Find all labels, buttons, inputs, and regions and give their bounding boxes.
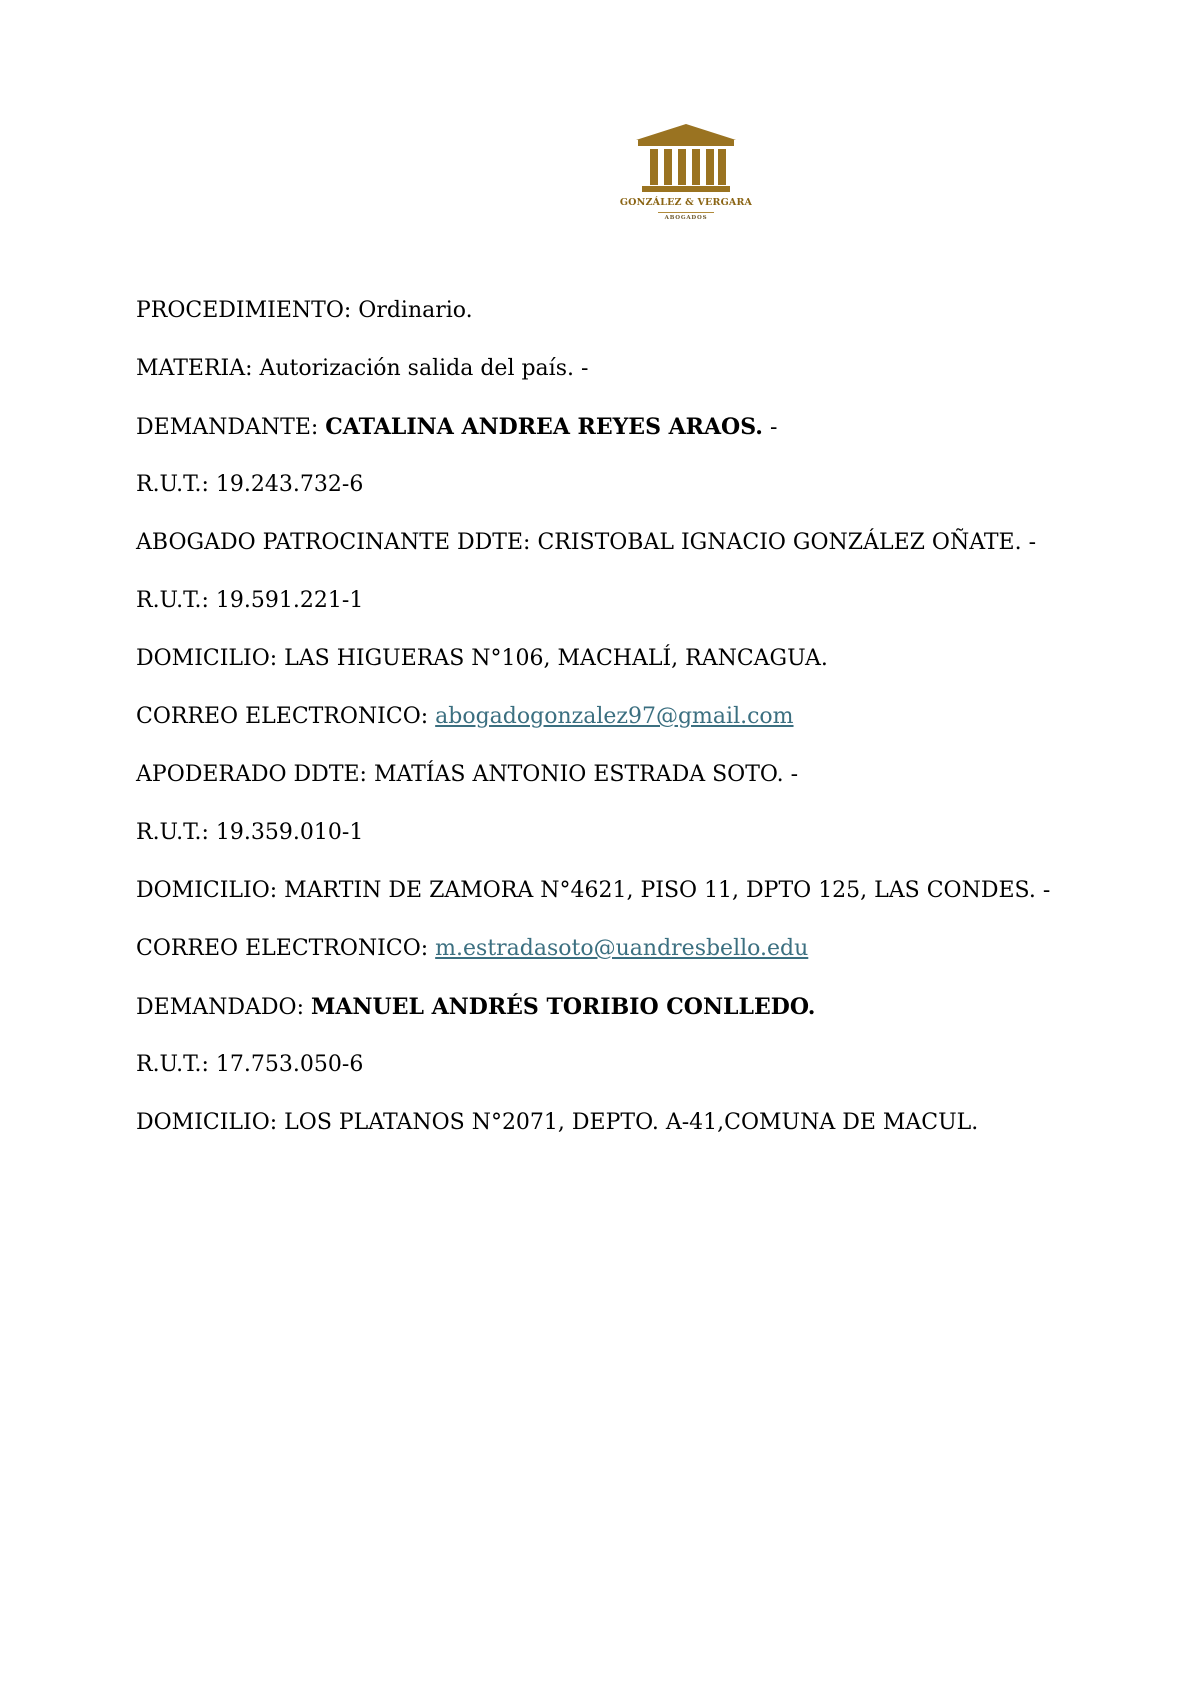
apoderado-rut-label: R.U.T.: [136,820,209,845]
apoderado-line [136,760,1136,818]
demandante-rut-line [136,470,1136,528]
apoderado-rut-line [136,818,1136,876]
firm-logo [606,118,766,230]
demandante-rut-value: 19.243.732-6 [215,472,364,497]
abogado-email-link[interactable]: abogadogonzalez97@gmail.com [435,704,794,729]
logo-firm-name: GONZÁLEZ & VERGARA [619,197,753,208]
apoderado-rut-value: 19.359.010-1 [215,820,364,845]
demandado-rut-value: 17.753.050-6 [215,1052,364,1077]
procedimiento-line [136,296,1136,354]
apoderado-correo-label: CORREO ELECTRONICO: [136,936,429,961]
abogado-correo-line [136,702,1136,760]
abogado-rut-value: 19.591.221-1 [215,588,364,613]
abogado-domicilio-line [136,644,1136,702]
abogado-rut-label: R.U.T.: [136,588,209,613]
materia-value: Autorización salida del país. - [259,356,589,381]
logo-divider [658,212,714,213]
abogado-rut-line [136,586,1136,644]
apoderado-domicilio-value: MARTIN DE ZAMORA N°4621, PISO 11, DPTO 125, LAS CONDES. - [284,878,1051,903]
apoderado-label: APODERADO DDTE: [136,762,367,787]
demandado-name: MANUEL ANDRÉS TORIBIO CONLLEDO. [310,994,816,1020]
abogado-label: ABOGADO PATROCINANTE DDTE: [136,530,531,555]
demandante-line [136,412,1136,470]
abogado-domicilio-label: DOMICILIO: [136,646,278,671]
materia-line [136,354,1136,412]
demandado-line [136,992,1136,1050]
apoderado-correo-line [136,934,1136,992]
abogado-line [136,528,1136,586]
case-details [136,296,1136,1166]
logo-subtitle: ABOGADOS [664,215,708,221]
apoderado-name: MATÍAS ANTONIO ESTRADA SOTO. - [373,762,799,787]
abogado-domicilio-value: LAS HIGUERAS N°106, MACHALÍ, RANCAGUA. [284,646,828,671]
courthouse-icon [606,118,766,198]
demandado-label: DEMANDADO: [136,995,304,1020]
demandado-domicilio-label: DOMICILIO: [136,1110,278,1135]
procedimiento-value: Ordinario. [358,298,473,323]
materia-label: MATERIA: [136,356,253,381]
demandante-name: CATALINA ANDREA REYES ARAOS. [325,414,763,440]
demandante-rut-label: R.U.T.: [136,472,209,497]
apoderado-domicilio-label: DOMICILIO: [136,878,278,903]
demandado-rut-line [136,1050,1136,1108]
demandante-label: DEMANDANTE: [136,415,319,440]
procedimiento-label: PROCEDIMIENTO: [136,298,352,323]
abogado-correo-label: CORREO ELECTRONICO: [136,704,429,729]
abogado-name: CRISTOBAL IGNACIO GONZÁLEZ OÑATE. - [537,530,1037,555]
demandado-domicilio-line [136,1108,1136,1166]
demandado-domicilio-value: LOS PLATANOS N°2071, DEPTO. A-41,COMUNA DE MACUL. [284,1110,979,1135]
apoderado-domicilio-line [136,876,1136,934]
demandante-suffix: - [769,415,778,440]
apoderado-email-link[interactable]: m.estradasoto@uandresbello.edu [435,936,809,961]
demandado-rut-label: R.U.T.: [136,1052,209,1077]
